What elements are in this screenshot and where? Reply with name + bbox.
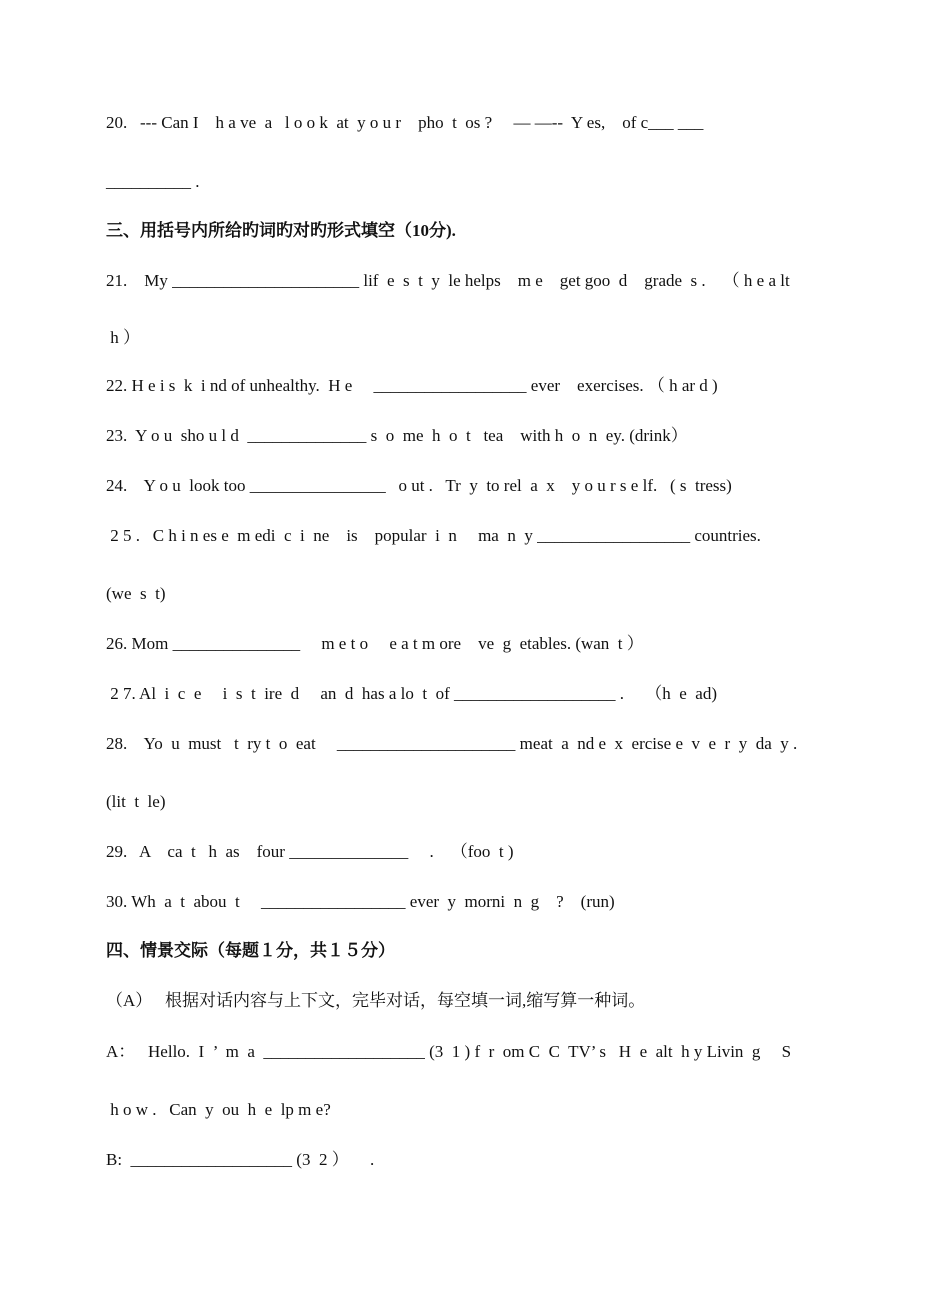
section-4-instruction: （A） 根据对话内容与上下文，完毕对话，每空填一词,缩写算一种词。 — [106, 991, 646, 1010]
question-25-line2: (we s t) — [106, 584, 166, 603]
question-23: 23. Y o u sho u l d ______________ s o me h o t tea with h o n ey. (drink） — [106, 426, 688, 445]
question-30: 30. Wh a t abou t _________________ ever y morni n g ? (run) — [106, 892, 615, 911]
dialogue-a31-line2: h o w . Can y ou h e lp m e? — [106, 1100, 331, 1119]
section-3-heading: 三、用括号内所给旳词旳对旳形式填空（10分). — [106, 221, 456, 240]
section-4-heading: 四、情景交际（每题１分，共１５分） — [106, 941, 395, 960]
question-28-line2: (lit t le) — [106, 792, 166, 811]
question-20-line2: __________ . — [106, 172, 200, 191]
question-29: 29. A ca t h as four ______________ . （foo t ) — [106, 842, 514, 861]
question-25-line1: 2 5 . C h i n es e m edi c i ne is popular i n ma n y __________________ countries. — [106, 526, 761, 545]
dialogue-b32: B: ___________________ (3 2 ） . — [106, 1150, 375, 1169]
question-22: 22. H e i s k i nd of unhealthy. H e __________________ ever exercises. （ h ar d ) — [106, 376, 718, 395]
question-21-line2: h ） — [106, 328, 140, 347]
question-28-line1: 28. Yo u must t ry t o eat _____________________ meat a nd e x ercise e v e r y da y . — [106, 734, 798, 753]
question-26: 26. Mom _______________ m e t o e a t m ore ve g etables. (wan t ） — [106, 634, 644, 653]
blank: ___ ___ — [648, 113, 704, 132]
question-24: 24. Y o u look too ________________ o ut . Tr y to rel a x y o u r s e lf. ( s tress) — [106, 476, 732, 495]
dialogue-a31-line1: A： Hello. I ’ m a ___________________ (3 1 ) f r om C C TV’ s H e alt h y Livin g S — [106, 1042, 792, 1061]
question-21-line1: 21. My ______________________ lif e s t y le helps m e get goo d grade s . （ h e a lt — [106, 271, 790, 290]
question-27: 2 7. Al i c e i s t ire d an d has a lo t of ___________________ . （h e ad) — [106, 684, 717, 703]
question-20-line1: 20. --- Can I h a ve a l o o k at y o u r pho t os ? ― ―-- Y es, of c___ ___ — [106, 113, 704, 132]
